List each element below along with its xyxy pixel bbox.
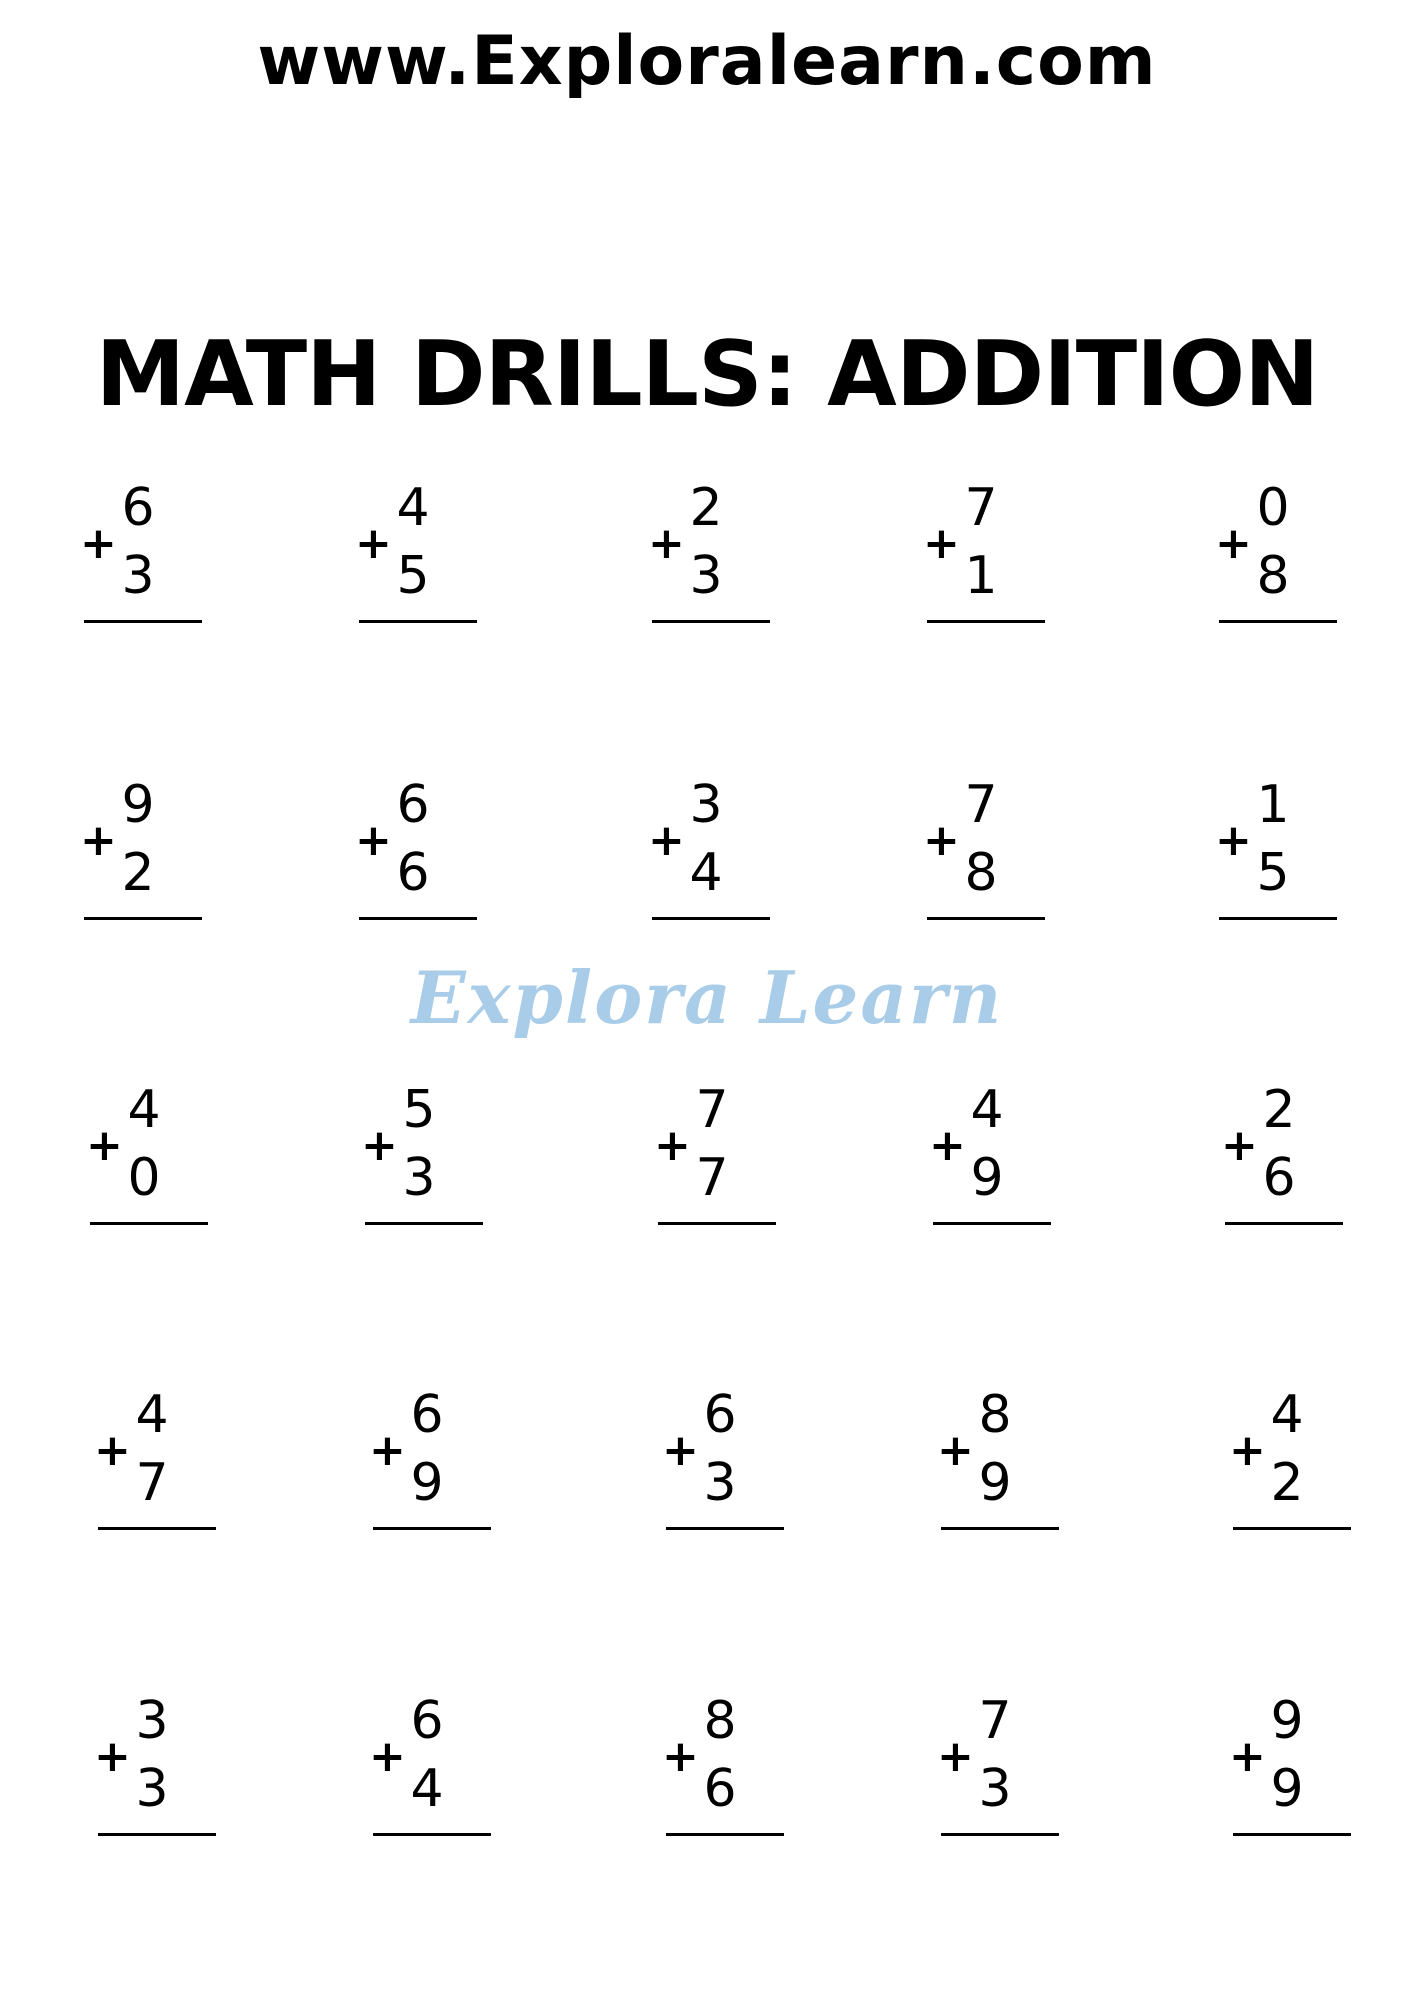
addend-top: 3 [689,775,723,835]
plus-sign: + [355,518,392,569]
addend-bottom: 8 [964,843,998,903]
addition-problem [654,1082,774,1232]
addend-top: 7 [978,1691,1012,1751]
addition-problem [648,480,768,630]
plus-sign: + [1215,518,1252,569]
addend-top: 7 [964,775,998,835]
answer-line [98,1833,216,1836]
addend-bottom: 9 [978,1453,1012,1513]
addend-bottom: 9 [970,1148,1004,1208]
addend-bottom: 3 [689,546,723,606]
answer-line [941,1527,1059,1530]
page-title: MATH DRILLS: ADDITION [95,322,1319,427]
plus-sign: + [80,518,117,569]
addend-bottom: 0 [127,1148,161,1208]
plus-sign: + [94,1425,131,1476]
answer-line [84,620,202,623]
plus-sign: + [1221,1120,1258,1171]
addition-problem [355,777,475,927]
addend-top: 3 [135,1691,169,1751]
addend-top: 9 [121,775,155,835]
addend-top: 6 [703,1385,737,1445]
answer-line [1233,1527,1351,1530]
plus-sign: + [662,1731,699,1782]
plus-sign: + [937,1731,974,1782]
addend-bottom: 3 [135,1759,169,1819]
addend-bottom: 7 [695,1148,729,1208]
watermark-logo: Explora Learn [410,955,1004,1040]
site-url: www.Exploralearn.com [257,22,1157,101]
plus-sign: + [86,1120,123,1171]
addend-top: 4 [396,478,430,538]
plus-sign: + [80,815,117,866]
plus-sign: + [648,815,685,866]
addition-problem [86,1082,206,1232]
addend-bottom: 2 [121,843,155,903]
answer-line [941,1833,1059,1836]
answer-line [373,1833,491,1836]
plus-sign: + [369,1425,406,1476]
addend-top: 4 [135,1385,169,1445]
addend-bottom: 3 [402,1148,436,1208]
addend-bottom: 3 [121,546,155,606]
answer-line [666,1833,784,1836]
addend-bottom: 3 [978,1759,1012,1819]
addend-top: 4 [970,1080,1004,1140]
plus-sign: + [937,1425,974,1476]
answer-line [84,917,202,920]
answer-line [658,1222,776,1225]
addend-bottom: 1 [964,546,998,606]
addition-problem [937,1693,1057,1843]
addend-bottom: 2 [1270,1453,1304,1513]
addend-bottom: 6 [396,843,430,903]
addition-problem [1229,1693,1349,1843]
addend-top: 2 [689,478,723,538]
plus-sign: + [361,1120,398,1171]
addend-top: 7 [964,478,998,538]
answer-line [1233,1833,1351,1836]
answer-line [927,620,1045,623]
plus-sign: + [1215,815,1252,866]
addend-top: 4 [127,1080,161,1140]
addend-top: 1 [1256,775,1290,835]
addition-problem [1215,777,1335,927]
addition-problem [923,777,1043,927]
addition-problem [1229,1387,1349,1537]
answer-line [652,917,770,920]
plus-sign: + [369,1731,406,1782]
addend-top: 6 [410,1691,444,1751]
plus-sign: + [923,518,960,569]
plus-sign: + [929,1120,966,1171]
addend-top: 8 [703,1691,737,1751]
addition-problem [369,1387,489,1537]
addition-problem [94,1693,214,1843]
plus-sign: + [648,518,685,569]
addend-top: 0 [1256,478,1290,538]
addition-problem [361,1082,481,1232]
plus-sign: + [662,1425,699,1476]
answer-line [365,1222,483,1225]
plus-sign: + [654,1120,691,1171]
plus-sign: + [355,815,392,866]
addend-bottom: 4 [410,1759,444,1819]
addition-problem [929,1082,1049,1232]
addend-top: 2 [1262,1080,1296,1140]
plus-sign: + [1229,1731,1266,1782]
addition-problem [648,777,768,927]
addition-problem [662,1387,782,1537]
addend-bottom: 3 [703,1453,737,1513]
addend-top: 9 [1270,1691,1304,1751]
addend-top: 6 [121,478,155,538]
addition-problem [1215,480,1335,630]
addend-bottom: 5 [396,546,430,606]
answer-line [652,620,770,623]
plus-sign: + [1229,1425,1266,1476]
addend-bottom: 9 [410,1453,444,1513]
addend-bottom: 7 [135,1453,169,1513]
answer-line [359,620,477,623]
answer-line [1225,1222,1343,1225]
answer-line [1219,917,1337,920]
answer-line [359,917,477,920]
addend-bottom: 9 [1270,1759,1304,1819]
addition-problem [94,1387,214,1537]
plus-sign: + [94,1731,131,1782]
addition-problem [937,1387,1057,1537]
answer-line [90,1222,208,1225]
addend-top: 6 [410,1385,444,1445]
addition-problem [662,1693,782,1843]
answer-line [98,1527,216,1530]
addition-problem [923,480,1043,630]
addition-problem [355,480,475,630]
addend-top: 4 [1270,1385,1304,1445]
answer-line [666,1527,784,1530]
addition-problem [80,777,200,927]
plus-sign: + [923,815,960,866]
addend-bottom: 5 [1256,843,1290,903]
addend-top: 6 [396,775,430,835]
addition-problem [369,1693,489,1843]
answer-line [933,1222,1051,1225]
addend-bottom: 8 [1256,546,1290,606]
addition-problem [1221,1082,1341,1232]
addend-top: 7 [695,1080,729,1140]
addition-problem [80,480,200,630]
addend-bottom: 6 [703,1759,737,1819]
addend-bottom: 6 [1262,1148,1296,1208]
answer-line [927,917,1045,920]
answer-line [373,1527,491,1530]
addend-bottom: 4 [689,843,723,903]
addend-top: 8 [978,1385,1012,1445]
answer-line [1219,620,1337,623]
addend-top: 5 [402,1080,436,1140]
